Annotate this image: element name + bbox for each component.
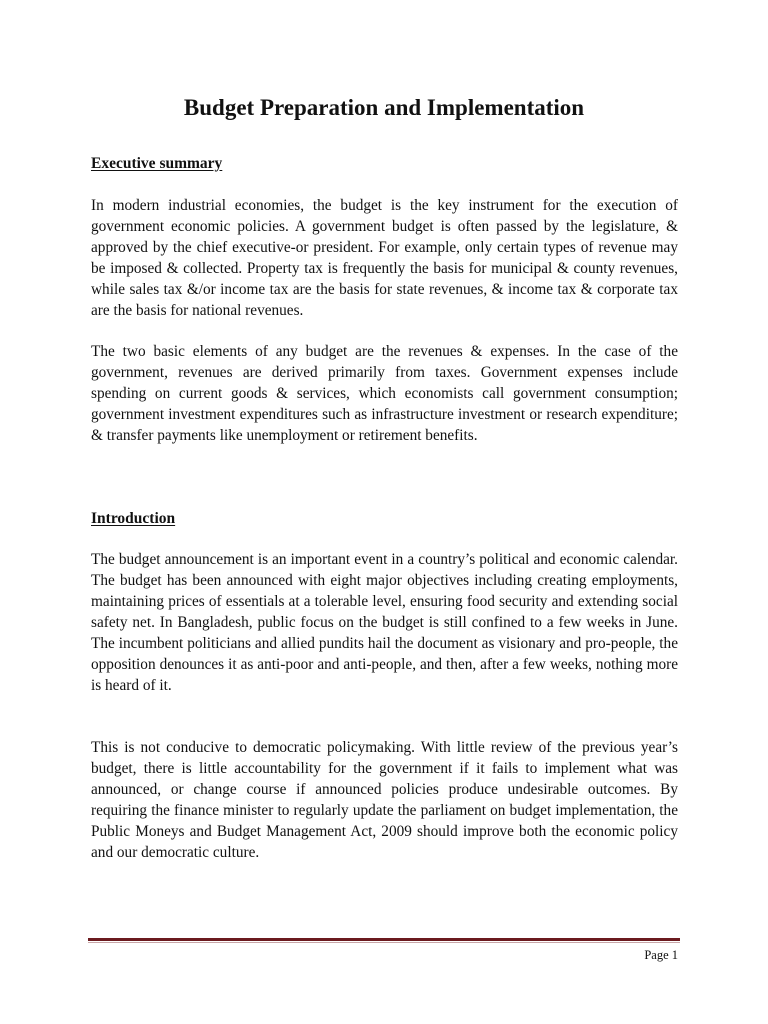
footer-rule: [88, 938, 680, 941]
paragraph-executive-summary-2: The two basic elements of any budget are the revenues & expenses. In the case of the government, revenues are derived primarily from taxes. Government expenses include spending on current goods & services, which economists call government consumption; government investment expenditures such as infrastructure investment or research expenditure; & transfer payments like unemployment or retirement benefits.: [91, 343, 678, 444]
footer-rule-shadow: [88, 942, 680, 943]
section-heading-introduction: Introduction: [91, 510, 176, 527]
paragraph-introduction-1: The budget announcement is an important event in a country’s political and economic calendar. The budget has been announced with eight major objectives including creating employments, maintaining prices of essentials at a tolerable level, ensuring food security and extending social safety net. In Bangladesh, public focus on the budget is still confined to a few weeks in June. The incumbent politicians and allied pundits hail the document as visionary and pro-people, the opposition denounces it as anti-poor and anti-people, and then, after a few weeks, nothing more is heard of it.: [91, 551, 678, 694]
document-title: Budget Preparation and Implementation: [183, 95, 585, 120]
page-number: Page 1: [644, 948, 678, 962]
paragraph-introduction-2: This is not conducive to democratic policymaking. With little review of the previous year’s budget, there is little accountability for the government if it fails to implement what was announced, or change course if announced policies produce undesirable outcomes. By requiring the finance minister to regularly update the parliament on budget implementation, the Public Moneys and Budget Management Act, 2009 should improve both the economic policy and our democratic culture.: [91, 739, 678, 861]
section-heading-executive-summary: Executive summary: [91, 155, 223, 172]
paragraph-executive-summary-1: In modern industrial economies, the budget is the key instrument for the execution of government economic policies. A government budget is often passed by the legislature, & approved by the chief executive-or president. For example, only certain types of revenue may be imposed & collected. Property tax is frequently the basis for municipal & county revenues, while sales tax &/or income tax are the basis for state revenues, & income tax & corporate tax are the basis for national revenues.: [91, 197, 678, 319]
